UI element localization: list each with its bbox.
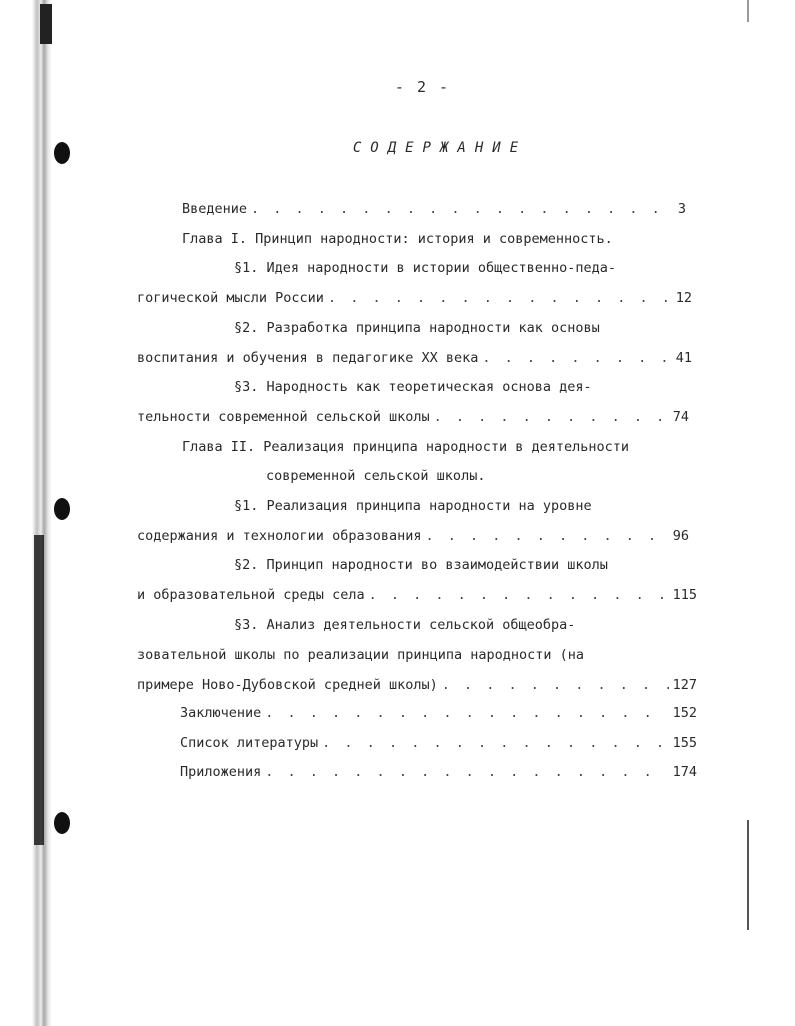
toc-entry-page: 127 <box>672 677 697 693</box>
toc-entry-ch1-s2 <box>137 349 692 367</box>
toc-entry-page: 74 <box>672 409 689 425</box>
toc-entry-page: 3 <box>677 201 686 217</box>
toc-entry-conclusion <box>180 704 697 722</box>
toc-dot-leader <box>425 527 668 545</box>
toc-entry-literature <box>180 734 697 752</box>
toc-entry-page: 12 <box>675 290 692 306</box>
page-title: СОДЕРЖАНИЕ <box>352 140 528 156</box>
scan-right-mark <box>747 0 749 22</box>
toc-entry-intro <box>182 200 686 218</box>
toc-chapter-2-title: Глава II. Реализация принципа народности в деятельности <box>182 439 630 455</box>
toc-entry-title: тельности современной сельской школы <box>137 409 430 425</box>
toc-section-line: §2. Разработка принципа народности как основы <box>234 320 600 336</box>
toc-dot-leader <box>328 289 672 307</box>
toc-dot-leader <box>265 763 668 781</box>
toc-entry-page: 41 <box>675 350 692 366</box>
toc-entry-ch1-s1 <box>137 289 692 307</box>
toc-dot-leader <box>434 408 669 426</box>
toc-dot-leader <box>251 200 674 218</box>
toc-section-line: §1. Реализация принципа народности на уровне <box>234 498 592 514</box>
toc-entry-page: 155 <box>672 735 697 751</box>
toc-entry-title: и образовательной среды села <box>137 587 365 603</box>
toc-dot-leader <box>322 734 668 752</box>
toc-dot-leader <box>442 676 669 694</box>
toc-entry-title: Список литературы <box>180 735 319 751</box>
toc-dot-leader <box>482 349 671 367</box>
toc-chapter-1-title: Глава I. Принцип народности: история и современность. <box>182 231 613 247</box>
toc-entry-page: 174 <box>672 764 697 780</box>
scan-mark-bar <box>34 535 44 845</box>
toc-section-line: §3. Народность как теоретическая основа дея- <box>234 379 592 395</box>
toc-entry-ch2-s1 <box>137 527 689 545</box>
toc-entry-title: Введение <box>182 201 248 217</box>
toc-section-line: зовательной школы по реализации принципа народности (на <box>137 647 585 663</box>
toc-entry-title: гогической мысли России <box>137 290 324 306</box>
toc-section-line: §3. Анализ деятельности сельской общеобра- <box>234 617 576 633</box>
toc-dot-leader <box>369 586 669 604</box>
toc-entry-title: Заключение <box>180 705 262 721</box>
toc-entry-page: 152 <box>672 705 697 721</box>
page-number: - 2 - <box>394 78 451 96</box>
toc-chapter-2-title-cont: современной сельской школы. <box>266 468 486 484</box>
toc-entry-title: содержания и технологии образования <box>137 528 422 544</box>
toc-dot-leader <box>265 704 668 722</box>
punch-hole-icon <box>54 812 70 834</box>
toc-entry-title: примере Ново-Дубовской средней школы) <box>137 677 438 693</box>
toc-entry-title: воспитания и обучения в педагогике XX века <box>137 350 479 366</box>
toc-entry-title: Приложения <box>180 764 262 780</box>
toc-entry-ch1-s3 <box>137 408 689 426</box>
scan-right-line <box>747 820 749 930</box>
toc-entry-ch2-s3 <box>137 676 697 694</box>
toc-entry-page: 96 <box>672 528 689 544</box>
punch-hole-icon <box>54 498 70 520</box>
toc-section-line: §2. Принцип народности во взаимодействии школы <box>234 557 608 573</box>
toc-entry-page: 115 <box>672 587 697 603</box>
scan-mark-top <box>40 4 52 44</box>
toc-entry-ch2-s2 <box>137 586 697 604</box>
toc-entry-appendix <box>180 763 697 781</box>
toc-section-line: §1. Идея народности в истории общественно-педа- <box>234 260 617 276</box>
